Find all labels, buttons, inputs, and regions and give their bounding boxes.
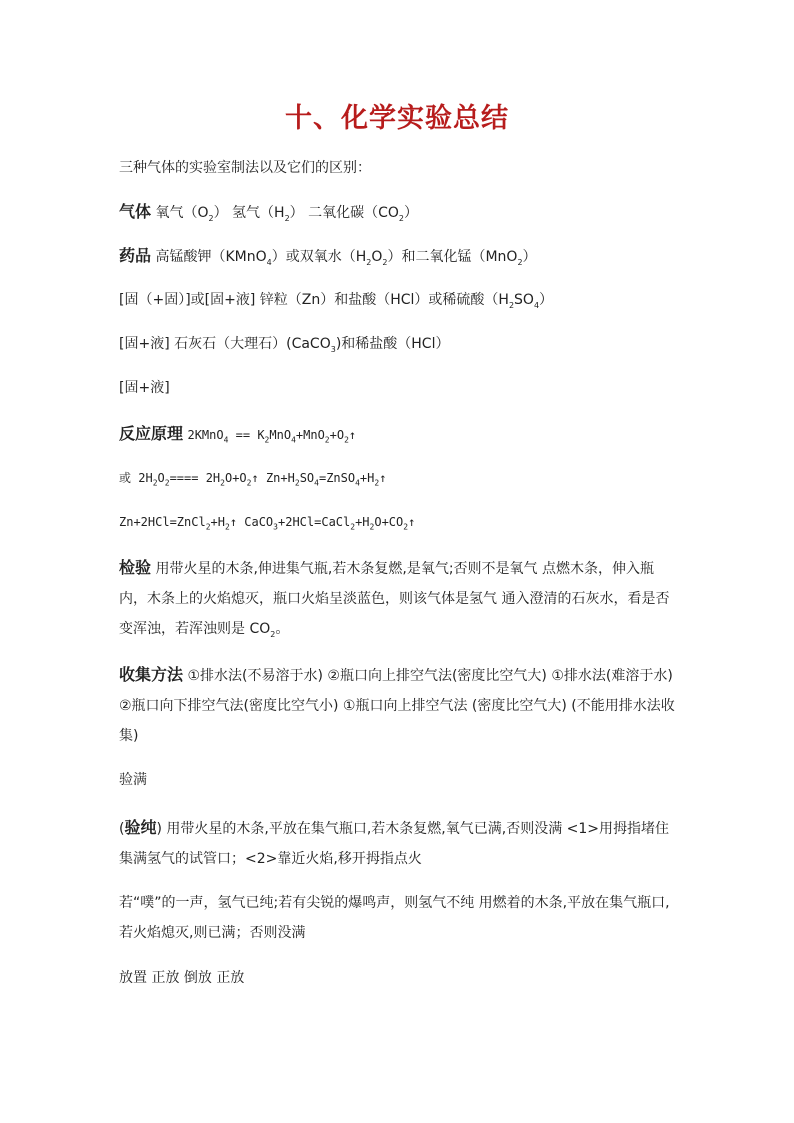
- reaction-equation-3: $Zn+2HCl=ZnCl_2+H_2↑$ $CaCO_3+2HCl=CaCl_2+H_2O+CO_2↑$: [119, 515, 416, 532]
- limestone-line: [固+液] 石灰石（大理石）(CaCO$_3$)和稀盐酸（HCl）: [119, 336, 450, 354]
- reaction-equation-1: 2KMnO$_4$ == $K_2MnO_4+MnO_2+O_2↑$: [187, 428, 357, 445]
- collect-paragraph: 收集方法 ①排水法(不易溶于水) ②瓶口向上排空气法(密度比空气大) ①排水法(难溶于水) ②瓶口向下排空气法(密度比空气小) ①瓶口向上排空气法 (密度比空气大) (不能用排水法收集): [119, 665, 675, 744]
- reaction-line: [119, 424, 679, 445]
- collect-label: 收集方法: [119, 665, 184, 684]
- gas-line: [119, 202, 679, 223]
- intro-text: 三种气体的实验室制法以及它们的区别：: [119, 160, 371, 176]
- gas-o2: 氧气$(O_2)$: [155, 205, 228, 223]
- purity-label: 验纯: [124, 818, 157, 837]
- reagent-text: 高锰酸钾（KMnO$_4$）或双氧水$(H_2O_2)$和二氧化锰（MnO$_2$）: [155, 249, 537, 267]
- solid-liquid-line: [固+液]: [119, 380, 170, 396]
- gas-h2: 氢气$(H_2)$: [232, 205, 304, 223]
- reaction-equation-2: 或 $2H_2O_2====$ $2H_2O+O_2↑$ $Zn+H_2SO_4=ZnSO_4+H_2↑$: [119, 471, 387, 488]
- page-title: 十、化学实验总结: [285, 103, 509, 134]
- full-check-text: 验满: [119, 772, 147, 788]
- sound-paragraph: 若“噗”的一声，氢气已纯;若有尖锐的爆鸣声，则氢气不纯 用燃着的木条,平放在集气瓶口,若火焰熄灭,则已满；否则没满: [119, 895, 670, 941]
- test-label: 检验: [119, 558, 152, 577]
- reagent-label: 药品: [119, 246, 152, 265]
- test-paragraph: 检验 用带火星的木条,伸进集气瓶,若木条复燃,是氧气;否则不是氧气 点燃木条，伸入瓶内，木条上的火焰熄灭，瓶口火焰呈淡蓝色，则该气体是氢气 通入澄清的石灰水，看是否变浑浊，若浑浊则是 $CO_2$。: [119, 558, 670, 639]
- zinc-line: [固（+固）]或[固+液] 锌粒（Zn）和盐酸（HCl）或稀硫酸$(H_2SO_4)$: [119, 292, 554, 310]
- gas-label: 气体: [119, 202, 152, 221]
- purity-paragraph: (验纯) 用带火星的木条,平放在集气瓶口,若木条复燃,氧气已满,否则没满 <1>用拇指堵住集满氢气的试管口；<2>靠近火焰,移开拇指点火: [119, 818, 670, 867]
- reagent-line: [119, 246, 679, 267]
- gas-co2: 二氧化碳$(CO_2)$: [308, 205, 419, 223]
- reaction-label: 反应原理: [119, 424, 184, 443]
- placement-line: 放置 正放 倒放 正放: [119, 970, 245, 986]
